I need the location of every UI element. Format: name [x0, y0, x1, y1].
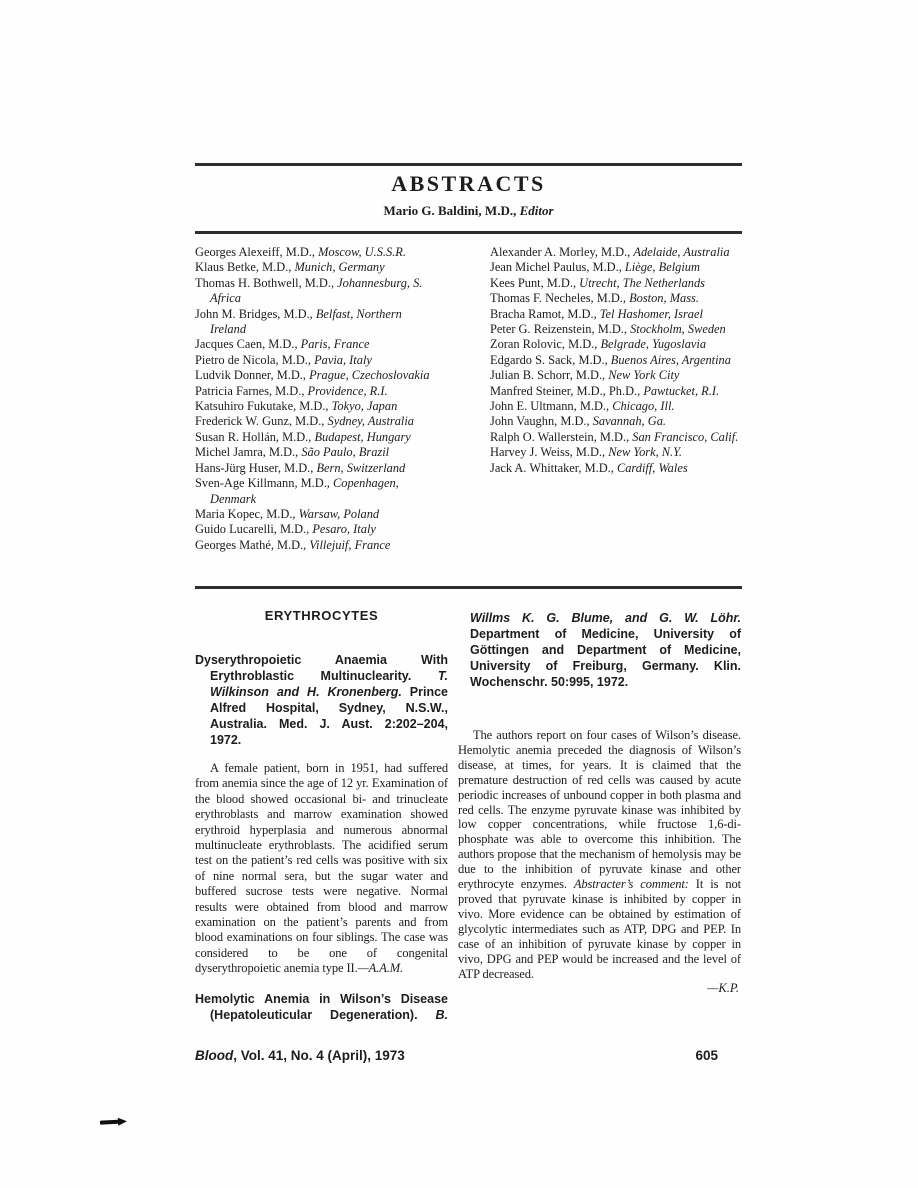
abstract-citation-1 — [195, 652, 448, 748]
abstracts-column-left — [195, 604, 448, 1023]
citation-title: Dyserythropoietic Anaemia With Erythroblastic Multinuclearity. — [195, 653, 448, 683]
editor-name: Manfred Steiner, M.D., Ph.D., — [490, 383, 644, 398]
editor-name: Edgardo S. Sack, M.D., — [490, 352, 611, 367]
abstract-citation-2 — [195, 991, 448, 1023]
editor-name: Patricia Farnes, M.D., — [195, 383, 308, 398]
journal-reference — [195, 1048, 405, 1064]
citation-title-2: Hemolytic Anemia in Wilson’s Disease (Hepatoleuticular Degeneration). — [195, 991, 448, 1022]
editor-entry — [195, 507, 435, 522]
section-divider-rule — [195, 586, 742, 589]
editor-name: Klaus Betke, M.D., — [195, 260, 295, 275]
editor-location: Chicago, Ill. — [612, 399, 675, 414]
editor-name: Peter G. Reizenstein, M.D., — [490, 322, 631, 337]
editor-location: Prague, Czechoslovakia — [309, 368, 430, 383]
editor-name: Katsuhiro Fukutake, M.D., — [195, 399, 332, 414]
editors-list-right — [490, 245, 742, 553]
editor-entry — [195, 476, 435, 507]
editor-name: Ralph O. Wallerstein, M.D., — [490, 429, 633, 444]
editor-location: Liège, Belgium — [624, 260, 700, 275]
editor-entry — [195, 538, 435, 553]
editor-location: Warsaw, Poland — [298, 506, 380, 521]
editor-entry — [490, 337, 742, 352]
editor-entry — [195, 430, 435, 445]
editor-name: John E. Ultmann, M.D., — [490, 399, 613, 414]
editors-list-left — [195, 245, 435, 553]
editor-entry — [490, 368, 742, 383]
editor-entry — [195, 353, 435, 368]
editor-location: Savannah, Ga. — [592, 414, 666, 429]
editor-location: Moscow, U.S.S.R. — [318, 245, 406, 259]
editor-name: Jack A. Whittaker, M.D., — [490, 460, 617, 475]
editor-entry — [490, 353, 742, 368]
editor-name: John M. Bridges, M.D., — [195, 306, 316, 321]
abstract-body-1 — [195, 761, 448, 977]
editor-entry — [195, 307, 435, 338]
editor-entry — [490, 461, 742, 476]
editor-name: Maria Kopec, M.D., — [195, 506, 299, 521]
editor-entry — [490, 384, 742, 399]
editor-role: Editor — [519, 203, 554, 218]
citation-author-initial: B. — [435, 1007, 448, 1022]
abstract-citation-2-continued — [458, 610, 741, 690]
editor-location: Tel Hashomer, Israel — [599, 306, 703, 321]
citation-authors: T. Wilkinson and H. Kronenberg. — [210, 669, 448, 699]
editor-name: Michel Jamra, M.D., — [195, 445, 302, 460]
editor-entry — [490, 322, 742, 337]
arrow-mark-icon — [100, 1116, 127, 1127]
editor-location: Budapest, Hungary — [314, 429, 411, 444]
editor-entry — [195, 399, 435, 414]
editor-location: Belfast, Northern Ireland — [210, 306, 402, 337]
editor-location: Providence, R.I. — [307, 383, 388, 398]
editor-location: New York, N.Y. — [608, 445, 683, 460]
abstract-text: A female patient, born in 1951, had suffered from anemia since the age of 12 yr. Examination of the blood showed occasional bi- and trinucleate erythroblasts and marrow examination showed erythroid hyperplasia and numerous abnormal multinucleate erythroblasts. The acidified serum test on the patient’s red cells was positive with six of nine normal sera, but the sugar water and buffered sucrose tests were negative. Normal results were obtained from blood and marrow examination on the patient’s parents and from blood examinations on four siblings. The case was considered to be one of congenital dyserythropoietic anemia type II. — [195, 761, 448, 976]
editor-entry — [490, 291, 742, 306]
editor-entry — [195, 384, 435, 399]
editor-location: Buenos Aires, Argentina — [610, 352, 731, 367]
arrow-mark-tip — [118, 1117, 127, 1125]
editor-name: Sven-Age Killmann, M.D., — [195, 476, 334, 491]
abstracter-initials-2: —K.P. — [707, 981, 739, 996]
editor-entry — [490, 399, 742, 414]
editor-name: Bracha Ramot, M.D., — [490, 306, 600, 321]
editor-name: Thomas H. Bothwell, M.D., — [195, 275, 338, 290]
editor-name: Kees Punt, M.D., — [490, 275, 580, 290]
abstracter-initials: —A.A.M. — [357, 961, 404, 976]
editor-location: Paris, France — [300, 337, 370, 352]
editor-name: Guido Lucarelli, M.D., — [195, 522, 313, 537]
citation-affiliation: Department of Medicine, University of Göttingen and Department of Medicine, University of Freiburg, Germany. Klin. Wochenschr. 50:995, 1972. — [470, 627, 741, 689]
arrow-mark-bar — [100, 1120, 119, 1124]
editor-name: Ludvik Donner, M.D., — [195, 368, 310, 383]
editor-entry — [195, 260, 435, 275]
page-title: ABSTRACTS — [391, 171, 546, 196]
citation-source: Prince Alfred Hospital, Sydney, N.S.W., Australia. Med. J. Aust. 2:202–204, 1972. — [210, 685, 448, 747]
editor-name: Jean Michel Paulus, M.D., — [490, 260, 625, 275]
editor-name: Georges Alexeiff, M.D., — [195, 245, 319, 259]
editor-entry — [195, 414, 435, 429]
editor-entry — [195, 276, 435, 307]
editor-name: Thomas F. Necheles, M.D., — [490, 291, 630, 306]
editor-location: Pawtucket, R.I. — [643, 383, 720, 398]
editor-name: Georges Mathé, M.D., — [195, 537, 310, 552]
editor-name: Susan R. Hollán, M.D., — [195, 429, 315, 444]
citation-authors-continued: Willms K. G. Blume, and G. W. Löhr. — [470, 611, 741, 625]
editor-entry — [490, 307, 742, 322]
editor-entry — [195, 461, 435, 476]
editorial-board — [195, 245, 742, 553]
editor-entry — [490, 414, 742, 429]
editor-entry — [195, 445, 435, 460]
editor-location: Tokyo, Japan — [331, 399, 398, 414]
editor-byline — [195, 203, 742, 218]
editor-entry — [195, 368, 435, 383]
editor-entry — [490, 445, 742, 460]
editor-name: Zoran Rolovic, M.D., — [490, 337, 601, 352]
editor-location: Johannesburg, S. Africa — [210, 275, 423, 306]
editor-location: Utrecht, The Netherlands — [579, 275, 705, 290]
section-heading-erythrocytes: ERYTHROCYTES — [264, 608, 379, 623]
editor-location: Belgrade, Yugoslavia — [600, 337, 707, 352]
editor-name: Pietro de Nicola, M.D., — [195, 352, 315, 367]
page-number: 605 — [695, 1048, 718, 1063]
editor-name: Frederick W. Gunz, M.D., — [195, 414, 328, 429]
editor-entry — [195, 337, 435, 352]
editor-location: Pesaro, Italy — [312, 522, 376, 537]
editor-location: Munich, Germany — [294, 260, 385, 275]
editor-name: Harvey J. Weiss, M.D., — [490, 445, 609, 460]
editor-name: Alexander A. Morley, M.D., — [490, 245, 634, 259]
editor-location: Bern, Switzerland — [316, 460, 406, 475]
journal-issue: , Vol. 41, No. 4 (April), 1973 — [233, 1048, 405, 1063]
editor-location: San Francisco, Calif. — [632, 429, 739, 444]
editor-location: Boston, Mass. — [629, 291, 699, 306]
editor-location: Villejuif, France — [309, 537, 391, 552]
abstract-body-2 — [458, 728, 741, 981]
editor-name: Jacques Caen, M.D., — [195, 337, 301, 352]
editor-location: Cardiff, Wales — [616, 460, 688, 475]
editor-name: John Vaughn, M.D., — [490, 414, 593, 429]
editor-byline-name: Mario G. Baldini, M.D., — [383, 203, 520, 218]
editor-location: Pavia, Italy — [314, 352, 372, 367]
editor-location: Copenhagen, Denmark — [210, 476, 399, 506]
editor-entry — [195, 522, 435, 537]
editor-name: Julian B. Schorr, M.D., — [490, 368, 609, 383]
editor-entry — [490, 245, 742, 260]
editor-location: Stockholm, Sweden — [630, 322, 726, 337]
editor-location: Adelaide, Australia — [633, 245, 730, 259]
abstract-text-after-comment: It is not proved that pyruvate kinase is inhibited by copper in vivo. More evidence can be obtained by estimation of glycolytic intermediates such as ATP, DPG and PEP. In case of an inhibition of pyruvate kinase by copper in vivo, DPG and PEP would be increased and the level of ATP decreased. — [458, 877, 742, 981]
journal-name: Blood — [195, 1048, 234, 1063]
abstracts-column-right — [458, 604, 741, 996]
abstracter-comment-label: Abstracter’s comment: — [573, 877, 689, 892]
editor-location: New York City — [608, 368, 680, 383]
editor-entry — [490, 276, 742, 291]
top-rule — [195, 163, 742, 166]
page-footer — [195, 1048, 742, 1064]
editors-rule — [195, 231, 742, 234]
editor-location: São Paulo, Brazil — [301, 445, 390, 460]
editor-entry — [490, 260, 742, 275]
editor-name: Hans-Jürg Huser, M.D., — [195, 460, 317, 475]
editor-location: Sydney, Australia — [327, 414, 414, 429]
editor-entry — [195, 245, 435, 260]
abstract-text-before-comment: The authors report on four cases of Wilson’s disease. Hemolytic anemia preceded the diagnosis of Wilson’s disease, at times, for years. It is claimed that the premature destruction of red cells was caused by acute periodic increases of unbound copper in both plasma and red cells. The enzyme pyruvate kinase was inhibited by low copper concentrations, while fructose 1,6-di-phosphate was able to overcome this inhibition. The authors propose that the mechanism of hemolysis may be due to the inhibition of pyruvate kinase and other erythrocyte enzymes. — [458, 728, 741, 892]
editor-entry — [490, 430, 742, 445]
